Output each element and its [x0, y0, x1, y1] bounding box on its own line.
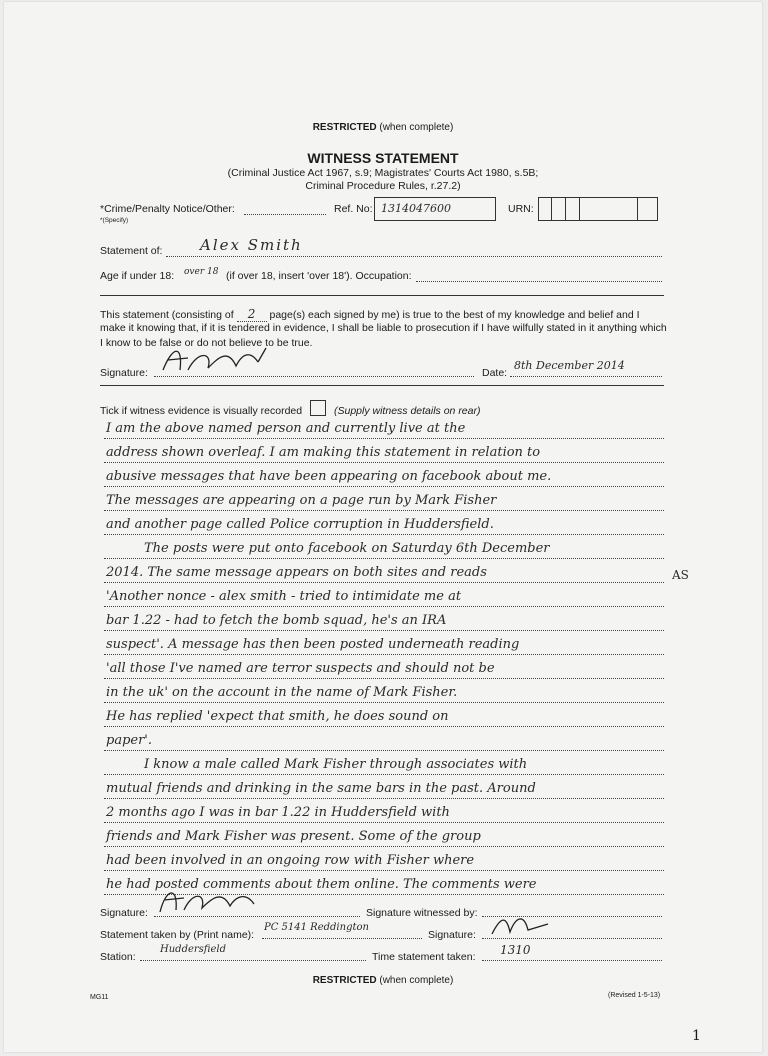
- statement-line: [104, 824, 664, 847]
- statement-line: [104, 776, 664, 799]
- signature-field[interactable]: [154, 362, 474, 377]
- restricted-footer-label: RESTRICTED: [312, 975, 377, 986]
- station-value: Huddersfield: [160, 944, 226, 955]
- statement-text: friends and Mark Fisher was present. Some of the group: [106, 829, 481, 844]
- statement-text: bar 1.22 - had to fetch the bomb squad, he's an IRA: [106, 613, 447, 628]
- statement-of-field[interactable]: [166, 236, 662, 257]
- page-number: 1: [692, 1028, 701, 1044]
- statement-text: The messages are appearing on a page run by Mark Fisher: [106, 493, 497, 508]
- statement-text: abusive messages that have been appearing on facebook about me.: [106, 469, 552, 484]
- age-value: over 18: [184, 267, 219, 277]
- statement-line: [104, 752, 664, 775]
- footer-signature-field[interactable]: [154, 902, 360, 917]
- page-title: WITNESS STATEMENT: [307, 150, 459, 166]
- restricted-label: RESTRICTED: [312, 122, 377, 133]
- statement-line: [104, 608, 664, 631]
- statement-text: address shown overleaf. I am making this statement in relation to: [106, 445, 541, 460]
- statement-line: [104, 632, 664, 655]
- urn-label: URN:: [508, 203, 534, 215]
- witness-statement-page: [4, 2, 762, 1052]
- statement-text: paper'.: [106, 733, 153, 748]
- statement-text: The posts were put onto facebook on Saturday 6th December: [144, 541, 550, 556]
- restricted-header: [4, 122, 762, 133]
- time-field[interactable]: [482, 943, 662, 961]
- statement-of-value: Alex Smith: [200, 236, 303, 254]
- declaration-part-2: page(s) each signed by me) is true to the best of my knowledge and belief and I: [269, 309, 640, 321]
- subtitle-line-2: Criminal Procedure Rules, r.27.2): [305, 180, 461, 192]
- statement-line: [104, 800, 664, 823]
- restricted-footer: [4, 975, 762, 986]
- urn-box[interactable]: [538, 197, 658, 221]
- age-suffix: (if over 18, insert 'over 18'). Occupation:: [226, 270, 412, 282]
- occupation-field[interactable]: [416, 280, 662, 282]
- statement-line: [104, 728, 664, 751]
- form-code: MG11: [90, 994, 109, 1001]
- officer-signature-scribble: [488, 908, 558, 938]
- taken-by-value: PC 5141 Reddington: [264, 922, 369, 933]
- ref-label: Ref. No:: [334, 203, 373, 215]
- date-value: 8th December 2014: [514, 359, 625, 372]
- signature2-field[interactable]: [482, 924, 662, 939]
- date-label: Date:: [482, 367, 508, 379]
- time-value: 1310: [500, 943, 531, 957]
- when-complete-footer-label: (when complete): [379, 975, 454, 986]
- statement-text: I know a male called Mark Fisher through associates with: [144, 757, 528, 772]
- signature-label: Signature:: [100, 367, 148, 379]
- taken-by-field[interactable]: [262, 924, 422, 939]
- statement-of-label: Statement of:: [100, 245, 163, 257]
- statement-line: [104, 680, 664, 703]
- footer-signature-label: Signature:: [100, 907, 148, 919]
- witnessed-label: Signature witnessed by:: [366, 907, 478, 919]
- statement-text: 'Another nonce - alex smith - tried to intimidate me at: [106, 589, 462, 604]
- station-field[interactable]: [140, 946, 366, 961]
- footer-signature-scribble: [156, 882, 266, 918]
- statement-line: [104, 512, 664, 535]
- margin-initials: AS: [672, 568, 689, 582]
- statement-text: he had posted comments about them online. The comments were: [106, 877, 537, 892]
- statement-text: He has replied 'expect that smith, he does sound on: [106, 709, 449, 724]
- crime-label: *Crime/Penalty Notice/Other:: [100, 203, 235, 215]
- date-field[interactable]: [510, 359, 662, 377]
- declaration-part-1: This statement (consisting of: [100, 309, 234, 321]
- statement-text: I am the above named person and currently live at the: [106, 421, 466, 436]
- statement-text: 'all those I've named are terror suspects and should not be: [106, 661, 495, 676]
- revised-note: (Revised 1-5-13): [608, 992, 661, 999]
- ref-number-box[interactable]: [374, 197, 496, 221]
- statement-line: [104, 488, 664, 511]
- statement-line: [104, 416, 664, 439]
- statement-line: [104, 656, 664, 679]
- age-label: Age if under 18:: [100, 270, 175, 282]
- time-label: Time statement taken:: [372, 951, 476, 963]
- signature2-label: Signature:: [428, 929, 476, 941]
- visual-record-label: Tick if witness evidence is visually recorded: [100, 405, 303, 417]
- declaration-line-3: I know to be false or do not believe to be true.: [100, 337, 313, 349]
- specify-note: *(Specify): [100, 217, 129, 224]
- statement-text: had been involved in an ongoing row with Fisher where: [106, 853, 475, 868]
- divider: [100, 385, 664, 386]
- statement-line: [104, 584, 664, 607]
- station-label: Station:: [100, 951, 136, 963]
- statement-line: [104, 464, 664, 487]
- statement-text: and another page called Police corruption in Huddersfield.: [106, 517, 494, 532]
- statement-text: mutual friends and drinking in the same bars in the past. Around: [106, 781, 536, 796]
- statement-text: suspect'. A message has then been posted underneath reading: [106, 637, 520, 652]
- statement-line: [104, 440, 664, 463]
- statement-text: 2 months ago I was in bar 1.22 in Huddersfield with: [106, 805, 450, 820]
- subtitle-line-1: (Criminal Justice Act 1967, s.9; Magistrates' Courts Act 1980, s.5B;: [227, 167, 539, 179]
- statement-text: in the uk' on the account in the name of Mark Fisher.: [106, 685, 458, 700]
- statement-line: [104, 704, 664, 727]
- when-complete-label: (when complete): [379, 122, 454, 133]
- statement-line: [104, 848, 664, 871]
- statement-line: [104, 536, 664, 559]
- ref-number-value: 1314047600: [381, 202, 451, 215]
- page-count: 2: [237, 307, 267, 322]
- declaration-line-1: [100, 307, 640, 322]
- statement-text: 2014. The same message appears on both sites and reads: [106, 565, 487, 580]
- visual-record-checkbox[interactable]: [310, 400, 326, 416]
- supply-details-note: (Supply witness details on rear): [334, 405, 481, 417]
- crime-field[interactable]: [244, 213, 326, 215]
- taken-by-label: Statement taken by (Print name):: [100, 929, 255, 941]
- statement-line: [104, 560, 664, 583]
- declaration-line-2: make it knowing that, if it is tendered in evidence, I shall be liable to prosecution if I have wilfully stated in it anything which: [100, 322, 667, 334]
- divider: [100, 295, 664, 296]
- signature-scribble: [158, 340, 278, 380]
